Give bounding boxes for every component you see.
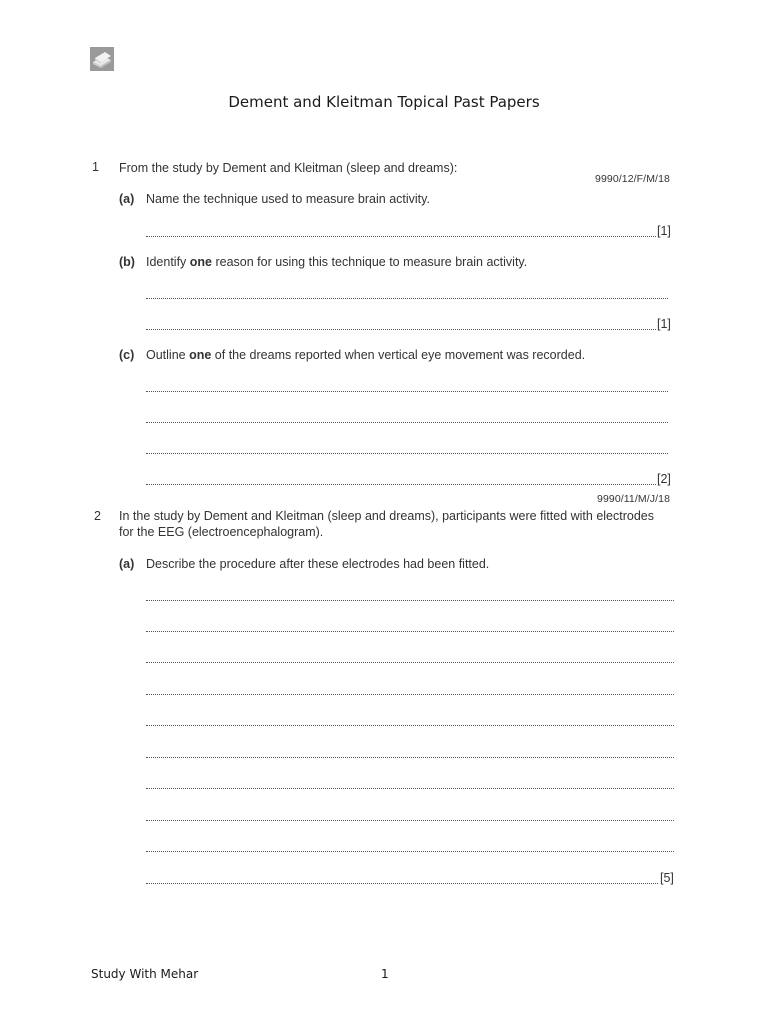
answer-line[interactable]	[146, 652, 674, 663]
question-stem: From the study by Dement and Kleitman (sleep and dreams):	[119, 161, 458, 175]
answer-line[interactable]	[146, 381, 668, 392]
question-number: 1	[92, 160, 99, 174]
part-question-text: Identify one reason for using this technique to measure brain activity.	[146, 255, 528, 269]
part-label: (a)	[119, 557, 135, 571]
part-label: (b)	[119, 255, 135, 269]
answer-line[interactable]	[146, 715, 674, 726]
marks-label: [1]	[657, 317, 671, 331]
marks-label: [2]	[657, 472, 671, 486]
question-number: 2	[94, 509, 101, 523]
answer-line[interactable]	[146, 747, 674, 758]
answer-line[interactable]	[146, 443, 668, 454]
answer-line[interactable]	[146, 778, 674, 789]
book-stack-icon	[90, 47, 114, 71]
answer-line[interactable]	[146, 474, 656, 485]
answer-line[interactable]	[146, 684, 674, 695]
marks-label: [1]	[657, 224, 671, 238]
part-question-text: Describe the procedure after these electrodes had been fitted.	[146, 557, 490, 571]
part-label: (a)	[119, 192, 135, 206]
page-title: Dement and Kleitman Topical Past Papers	[228, 93, 540, 111]
answer-line[interactable]	[146, 621, 674, 632]
answer-line[interactable]	[146, 873, 658, 884]
paper-code: 9990/11/M/J/18	[597, 493, 671, 505]
marks-label: [5]	[660, 871, 674, 885]
answer-line[interactable]	[146, 288, 668, 299]
question-stem-continued: for the EEG (electroencephalogram).	[119, 525, 324, 539]
question-stem: In the study by Dement and Kleitman (sleep and dreams), participants were fitted with electrodes	[119, 509, 654, 523]
answer-line[interactable]	[146, 590, 674, 601]
page-number: 1	[381, 967, 389, 981]
answer-line[interactable]	[146, 810, 674, 821]
paper-code: 9990/12/F/M/18	[595, 173, 670, 185]
answer-line[interactable]	[146, 841, 674, 852]
part-question-text: Outline one of the dreams reported when vertical eye movement was recorded.	[146, 348, 586, 362]
answer-line[interactable]	[146, 412, 668, 423]
part-label: (c)	[119, 348, 135, 362]
footer-left-text: Study With Mehar	[91, 967, 199, 981]
part-question-text: Name the technique used to measure brain activity.	[146, 192, 430, 206]
answer-line[interactable]	[146, 319, 656, 330]
answer-line[interactable]	[146, 226, 656, 237]
